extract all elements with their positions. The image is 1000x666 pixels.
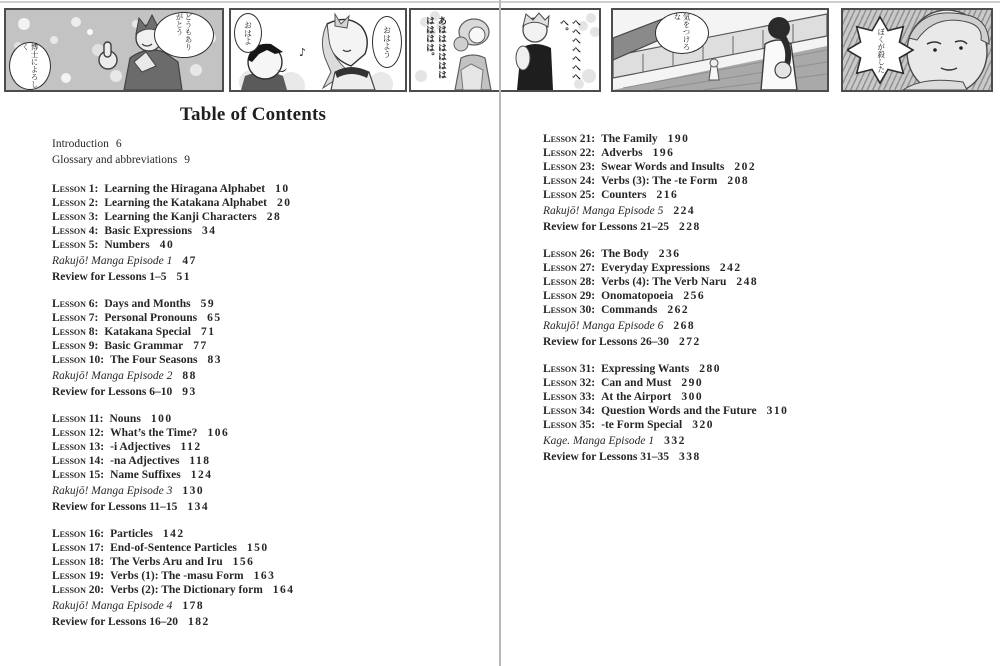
front-matter-label: Introduction: [52, 138, 109, 150]
lesson-number: Lesson 8:: [52, 325, 99, 338]
lesson-title: The Verbs Aru and Iru: [110, 555, 223, 568]
page-number: 262: [667, 303, 690, 316]
toc-lesson-entry: [543, 147, 953, 161]
page-number: 34: [202, 224, 217, 237]
page-number: 10: [275, 183, 290, 195]
toc-lesson-entry: [543, 133, 953, 147]
manga-episode-label: Rakujō! Manga Episode 5: [543, 205, 664, 218]
lesson-number: Lesson 3:: [52, 210, 99, 223]
lesson-title: Verbs (2): The Dictionary form: [110, 583, 263, 596]
lesson-number: Lesson 14:: [52, 454, 105, 467]
page-number: 77: [193, 339, 208, 352]
music-note-icon: ♪: [299, 46, 307, 59]
toc-lesson-entry: [52, 225, 454, 239]
page-number: 338: [678, 450, 701, 463]
laugh-text: へへへへへへへへ。: [558, 18, 580, 81]
toc-review-entry: [52, 270, 454, 286]
page-number: 164: [272, 583, 295, 596]
lesson-number: Lesson 1:: [52, 183, 99, 195]
page-number: 190: [667, 133, 690, 145]
toc-manga-episode-entry: [543, 204, 953, 220]
lesson-number: Lesson 26:: [543, 248, 596, 261]
lesson-title: Name Suffixes: [110, 468, 181, 481]
manga-episode-label: Rakujō! Manga Episode 1: [52, 255, 173, 268]
lesson-number: Lesson 25:: [543, 188, 596, 201]
toc-lesson-entry: [543, 405, 953, 419]
lesson-number: Lesson 35:: [543, 418, 596, 431]
lesson-title: Learning the Katakana Alphabet: [104, 196, 267, 209]
lesson-number: Lesson 9:: [52, 339, 99, 352]
page-number: 272: [678, 335, 701, 348]
toc-lesson-entry: [52, 211, 454, 225]
speech-bubble: 博士によろしく: [9, 42, 51, 90]
page-number: 208: [727, 174, 750, 187]
page-number: 130: [182, 485, 205, 498]
lesson-number: Lesson 16:: [52, 528, 105, 541]
toc-lesson-entry: [52, 326, 454, 340]
lesson-number: Lesson 19:: [52, 569, 105, 582]
page-number: 93: [182, 385, 197, 398]
lesson-title: Verbs (4): The Verb Naru: [601, 275, 727, 288]
lesson-title: The Body: [601, 248, 649, 261]
page-number: 196: [652, 146, 675, 159]
lesson-title: -i Adjectives: [110, 440, 171, 453]
speech-bubble: おはよ: [234, 13, 262, 53]
toc-lesson-entry: [52, 312, 454, 326]
speech-bubble: おはよう: [372, 16, 402, 68]
page-number: 71: [200, 325, 216, 338]
review-label: Review for Lessons 26–30: [543, 335, 669, 348]
page-number: 65: [207, 311, 222, 324]
review-label: Review for Lessons 6–10: [52, 385, 173, 398]
toc-front-matter-entry: [52, 137, 454, 153]
page-number: 224: [673, 205, 696, 218]
toc-right-groups: [543, 133, 953, 465]
lesson-number: Lesson 15:: [52, 468, 105, 481]
toc-manga-episode-entry: [52, 254, 454, 270]
toc-lesson-entry: [52, 542, 454, 556]
toc-lesson-entry: [543, 377, 953, 391]
page-number: 20: [276, 196, 292, 209]
lesson-number: Lesson 27:: [543, 261, 596, 274]
lesson-number: Lesson 22:: [543, 146, 596, 159]
page-title: Table of Contents: [179, 104, 327, 125]
lesson-title: Particles: [110, 528, 153, 541]
lesson-number: Lesson 4:: [52, 224, 99, 237]
manga-episode-label: Rakujō! Manga Episode 2: [52, 370, 173, 383]
lesson-title: Swear Words and Insults: [601, 160, 725, 173]
lesson-title: Can and Must: [601, 376, 672, 389]
lesson-title: Commands: [601, 303, 658, 316]
lesson-number: Lesson 5:: [52, 238, 99, 251]
lesson-title: Basic Grammar: [104, 339, 184, 352]
toc-review-entry: [543, 450, 953, 466]
page-number: 134: [187, 500, 210, 513]
lesson-group: [52, 413, 454, 515]
review-label: Review for Lessons 11–15: [52, 500, 178, 513]
toc-lesson-entry: [543, 161, 953, 175]
page-number: 112: [180, 440, 202, 453]
lesson-number: Lesson 10:: [52, 353, 105, 366]
page-number: 9: [184, 153, 191, 166]
lesson-title: -na Adjectives: [110, 454, 180, 467]
toc-lesson-entry: [52, 183, 454, 197]
toc-manga-episode-entry: [543, 434, 953, 450]
page-number: 310: [766, 404, 789, 417]
lesson-number: Lesson 6:: [52, 298, 99, 311]
page-number: 163: [253, 569, 276, 582]
toc-lesson-entry: [52, 469, 454, 483]
lesson-title: End-of-Sentence Particles: [110, 542, 237, 554]
lesson-title: Personal Pronouns: [104, 311, 198, 324]
toc-review-entry: [543, 220, 953, 236]
toc-lesson-entry: [52, 584, 454, 598]
page-number: 156: [232, 555, 255, 568]
lesson-title: Verbs (1): The -masu Form: [110, 569, 244, 582]
manga-panel-morning-greeting: [229, 8, 407, 92]
speech-bubble: 気をつけろな: [655, 12, 709, 54]
toc-lesson-entry: [52, 239, 454, 253]
page-number: 332: [664, 435, 686, 448]
page-number: 320: [692, 418, 714, 431]
lesson-title: -te Form Special: [601, 418, 683, 431]
toc-lesson-entry: [543, 189, 953, 203]
toc-manga-episode-entry: [52, 599, 454, 615]
toc-lesson-entry: [543, 276, 953, 290]
toc-lesson-entry: [52, 556, 454, 570]
toc-lesson-entry: [52, 427, 454, 441]
toc-right-page: [543, 133, 953, 478]
lesson-title: Adverbs: [601, 146, 643, 159]
lesson-title: The Four Seasons: [110, 353, 198, 366]
manga-panel-dark-confession: [841, 8, 993, 92]
lesson-number: Lesson 24:: [543, 174, 596, 187]
review-label: Review for Lessons 31–35: [543, 450, 669, 463]
lesson-number: Lesson 33:: [543, 390, 596, 403]
review-label: Review for Lessons 16–20: [52, 615, 178, 628]
toc-lesson-entry: [52, 197, 454, 211]
page-number: 142: [162, 528, 185, 541]
lesson-title: Learning the Kanji Characters: [104, 210, 257, 223]
toc-front-matter-entry: [52, 153, 454, 169]
toc-manga-episode-entry: [52, 484, 454, 500]
lesson-title: Verbs (3): The -te Form: [601, 174, 718, 187]
toc-lesson-entry: [543, 248, 953, 262]
review-label: Review for Lessons 21–25: [543, 220, 669, 233]
lesson-number: Lesson 7:: [52, 311, 99, 324]
toc-lesson-entry: [543, 419, 953, 433]
lesson-number: Lesson 32:: [543, 376, 596, 389]
lesson-title: The Family: [601, 133, 658, 145]
page-number: 150: [246, 542, 269, 554]
toc-review-entry: [52, 615, 454, 631]
page-number: 182: [187, 615, 210, 628]
lesson-number: Lesson 2:: [52, 196, 99, 209]
toc-lesson-entry: [543, 175, 953, 189]
toc-manga-episode-entry: [543, 319, 953, 335]
lesson-number: Lesson 34:: [543, 404, 596, 417]
toc-lesson-entry: [543, 391, 953, 405]
lesson-title: At the Airport: [601, 390, 672, 403]
manga-episode-label: Kage. Manga Episode 1: [543, 435, 655, 448]
manga-panel-street-scene: [611, 8, 829, 92]
page-number: 280: [699, 363, 721, 376]
lesson-number: Lesson 11:: [52, 413, 104, 426]
page-number: 47: [182, 255, 197, 268]
manga-panel-laughing-couple: [409, 8, 601, 92]
page-number: 83: [207, 353, 222, 366]
page-number: 228: [678, 220, 701, 233]
page-number: 290: [681, 376, 704, 389]
review-label: Review for Lessons 1–5: [52, 270, 167, 283]
front-matter-list: [52, 137, 454, 168]
manga-episode-label: Rakujō! Manga Episode 3: [52, 485, 173, 498]
lesson-title: Basic Expressions: [104, 224, 193, 237]
lesson-title: Question Words and the Future: [601, 404, 757, 417]
page-number: 6: [115, 138, 123, 150]
front-matter-label: Glossary and abbreviations: [52, 153, 178, 166]
toc-lesson-entry: [543, 262, 953, 276]
page-number: 100: [150, 413, 173, 426]
toc-lesson-entry: [52, 340, 454, 354]
page-number: 236: [658, 248, 681, 261]
lesson-number: Lesson 30:: [543, 303, 596, 316]
lesson-number: Lesson 20:: [52, 583, 105, 596]
page-number: 124: [190, 468, 213, 481]
lesson-title: Numbers: [104, 238, 150, 251]
lesson-group: [52, 183, 454, 285]
lesson-title: Onomatopoeia: [601, 289, 674, 302]
toc-lesson-entry: [52, 354, 454, 368]
lesson-number: Lesson 28:: [543, 275, 596, 288]
page-number: 51: [176, 270, 191, 283]
lesson-title: Learning the Hiragana Alphabet: [104, 183, 266, 195]
page-number: 202: [734, 160, 757, 173]
page-number: 268: [673, 320, 696, 333]
toc-lesson-entry: [52, 455, 454, 469]
book-gutter-divider: [499, 0, 501, 666]
lesson-number: Lesson 12:: [52, 426, 105, 439]
laugh-text: あはははははははははは。: [424, 16, 446, 79]
toc-left-page: [52, 104, 454, 643]
toc-lesson-entry: [52, 528, 454, 542]
page-number: 242: [719, 261, 742, 274]
lesson-title: Katakana Special: [104, 325, 191, 338]
toc-lesson-entry: [52, 441, 454, 455]
speech-bubble: どうもありがとう: [154, 12, 214, 58]
toc-left-groups: [52, 183, 454, 630]
lesson-number: Lesson 29:: [543, 289, 596, 302]
lesson-title: Days and Months: [104, 298, 191, 311]
toc-review-entry: [543, 335, 953, 351]
lesson-group: [52, 298, 454, 400]
lesson-number: Lesson 21:: [543, 133, 596, 145]
page-number: 216: [656, 188, 679, 201]
lesson-title: Expressing Wants: [601, 363, 690, 376]
lesson-number: Lesson 17:: [52, 542, 105, 554]
page-number: 118: [189, 454, 211, 467]
page-number: 300: [681, 390, 704, 403]
toc-lesson-entry: [52, 298, 454, 312]
manga-episode-label: Rakujō! Manga Episode 6: [543, 320, 664, 333]
lesson-group: [543, 363, 953, 465]
lesson-number: Lesson 23:: [543, 160, 596, 173]
lesson-title: Counters: [601, 188, 647, 201]
lesson-group: [543, 133, 953, 235]
toc-manga-episode-entry: [52, 369, 454, 385]
lesson-title: What’s the Time?: [110, 426, 198, 439]
page-number: 106: [207, 426, 230, 439]
lesson-number: Lesson 18:: [52, 555, 105, 568]
manga-episode-label: Rakujō! Manga Episode 4: [52, 600, 173, 613]
page-number: 28: [266, 210, 282, 223]
lesson-title: Nouns: [109, 413, 141, 426]
manga-art-street-scene: [613, 10, 827, 90]
spiky-speech-bubble: [847, 14, 915, 86]
toc-lesson-entry: [52, 413, 454, 427]
lesson-group: [543, 248, 953, 350]
manga-panel-thumbs-up: [4, 8, 224, 92]
page-number: 40: [159, 238, 175, 251]
speech-bubble-text: ぼくが殺した: [876, 27, 886, 73]
toc-lesson-entry: [543, 290, 953, 304]
page-number: 178: [182, 600, 205, 613]
toc-review-entry: [52, 385, 454, 401]
lesson-number: Lesson 13:: [52, 440, 105, 453]
toc-lesson-entry: [543, 304, 953, 318]
toc-review-entry: [52, 500, 454, 516]
toc-lesson-entry: [543, 363, 953, 377]
page-number: 248: [736, 275, 759, 288]
page-number: 59: [200, 298, 216, 311]
toc-lesson-entry: [52, 570, 454, 584]
lesson-title: Everyday Expressions: [601, 261, 710, 274]
lesson-number: Lesson 31:: [543, 363, 596, 376]
page-number: 256: [683, 289, 706, 302]
page-number: 88: [182, 370, 197, 383]
lesson-group: [52, 528, 454, 630]
